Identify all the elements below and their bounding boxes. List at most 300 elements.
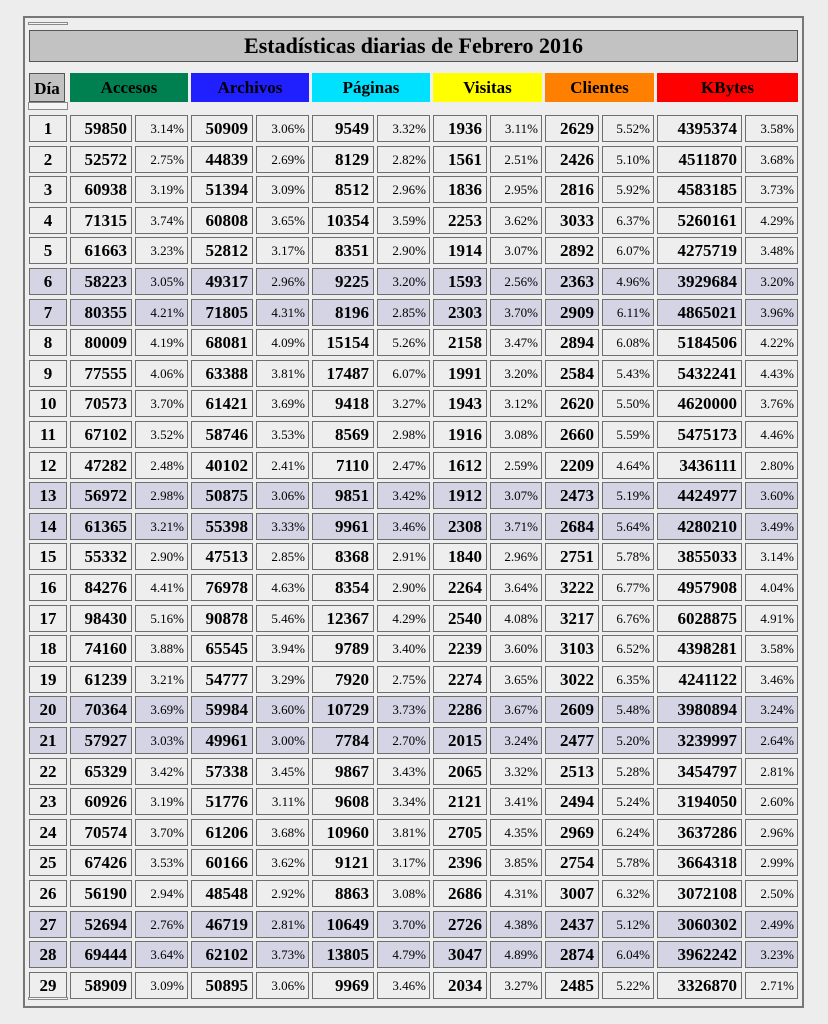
- kbytes-cell: 3072108: [657, 880, 742, 907]
- clientes-pct-cell: 6.35%: [602, 666, 654, 693]
- clientes-cell: 2494: [545, 788, 599, 815]
- kbytes-cell: 4275719: [657, 237, 742, 264]
- paginas-cell: 7110: [312, 452, 374, 479]
- clientes-pct-cell: 6.77%: [602, 574, 654, 601]
- archivos-cell: 51394: [191, 176, 253, 203]
- accesos-cell: 55332: [70, 543, 132, 570]
- day-cell: 28: [29, 941, 67, 968]
- header-dia: Día: [29, 73, 65, 102]
- kbytes-pct-cell: 2.81%: [745, 758, 798, 785]
- accesos-pct-cell: 3.74%: [135, 207, 188, 234]
- clientes-cell: 3033: [545, 207, 599, 234]
- visitas-pct-cell: 3.64%: [490, 574, 542, 601]
- kbytes-cell: 4957908: [657, 574, 742, 601]
- archivos-pct-cell: 4.31%: [256, 299, 309, 326]
- accesos-cell: 80009: [70, 329, 132, 356]
- archivos-pct-cell: 4.63%: [256, 574, 309, 601]
- paginas-pct-cell: 3.34%: [377, 788, 430, 815]
- archivos-pct-cell: 2.69%: [256, 146, 309, 173]
- paginas-cell: 10729: [312, 696, 374, 723]
- clientes-cell: 2473: [545, 482, 599, 509]
- paginas-pct-cell: 3.27%: [377, 390, 430, 417]
- day-cell: 9: [29, 360, 67, 387]
- kbytes-cell: 4511870: [657, 146, 742, 173]
- paginas-cell: 10649: [312, 911, 374, 938]
- archivos-pct-cell: 3.53%: [256, 421, 309, 448]
- clientes-pct-cell: 6.52%: [602, 635, 654, 662]
- clientes-cell: 2426: [545, 146, 599, 173]
- stats-table: [23, 16, 804, 1008]
- paginas-pct-cell: 2.90%: [377, 237, 430, 264]
- visitas-cell: 1836: [433, 176, 487, 203]
- visitas-cell: 2158: [433, 329, 487, 356]
- clientes-pct-cell: 5.78%: [602, 543, 654, 570]
- kbytes-cell: 3664318: [657, 849, 742, 876]
- archivos-cell: 61206: [191, 819, 253, 846]
- day-cell: 14: [29, 513, 67, 540]
- visitas-pct-cell: 2.95%: [490, 176, 542, 203]
- accesos-cell: 70573: [70, 390, 132, 417]
- kbytes-cell: 3060302: [657, 911, 742, 938]
- accesos-pct-cell: 3.05%: [135, 268, 188, 295]
- paginas-pct-cell: 2.98%: [377, 421, 430, 448]
- paginas-pct-cell: 3.42%: [377, 482, 430, 509]
- archivos-cell: 59984: [191, 696, 253, 723]
- archivos-cell: 58746: [191, 421, 253, 448]
- kbytes-pct-cell: 3.76%: [745, 390, 798, 417]
- day-cell: 1: [29, 115, 67, 142]
- kbytes-cell: 5475173: [657, 421, 742, 448]
- header-paginas: Páginas: [312, 73, 430, 102]
- paginas-cell: 17487: [312, 360, 374, 387]
- archivos-pct-cell: 3.33%: [256, 513, 309, 540]
- paginas-cell: 15154: [312, 329, 374, 356]
- accesos-pct-cell: 2.94%: [135, 880, 188, 907]
- paginas-pct-cell: 6.07%: [377, 360, 430, 387]
- paginas-cell: 13805: [312, 941, 374, 968]
- paginas-pct-cell: 4.79%: [377, 941, 430, 968]
- kbytes-cell: 5432241: [657, 360, 742, 387]
- accesos-pct-cell: 3.19%: [135, 176, 188, 203]
- archivos-pct-cell: 2.85%: [256, 543, 309, 570]
- day-cell: 17: [29, 605, 67, 632]
- accesos-pct-cell: 3.69%: [135, 696, 188, 723]
- clientes-pct-cell: 6.76%: [602, 605, 654, 632]
- visitas-cell: 1936: [433, 115, 487, 142]
- day-cell: 29: [29, 972, 67, 999]
- day-cell: 26: [29, 880, 67, 907]
- paginas-cell: 8368: [312, 543, 374, 570]
- archivos-cell: 40102: [191, 452, 253, 479]
- visitas-pct-cell: 2.59%: [490, 452, 542, 479]
- accesos-pct-cell: 3.70%: [135, 819, 188, 846]
- archivos-pct-cell: 3.60%: [256, 696, 309, 723]
- archivos-cell: 48548: [191, 880, 253, 907]
- kbytes-pct-cell: 4.22%: [745, 329, 798, 356]
- archivos-pct-cell: 4.09%: [256, 329, 309, 356]
- kbytes-cell: 4241122: [657, 666, 742, 693]
- visitas-pct-cell: 3.27%: [490, 972, 542, 999]
- paginas-cell: 8863: [312, 880, 374, 907]
- accesos-pct-cell: 3.70%: [135, 390, 188, 417]
- visitas-cell: 2303: [433, 299, 487, 326]
- accesos-cell: 70364: [70, 696, 132, 723]
- accesos-cell: 56190: [70, 880, 132, 907]
- day-cell: 7: [29, 299, 67, 326]
- day-cell: 3: [29, 176, 67, 203]
- clientes-cell: 2485: [545, 972, 599, 999]
- archivos-cell: 71805: [191, 299, 253, 326]
- visitas-pct-cell: 2.51%: [490, 146, 542, 173]
- day-cell: 22: [29, 758, 67, 785]
- kbytes-cell: 3637286: [657, 819, 742, 846]
- kbytes-cell: 4424977: [657, 482, 742, 509]
- clientes-cell: 3007: [545, 880, 599, 907]
- visitas-cell: 2253: [433, 207, 487, 234]
- accesos-cell: 84276: [70, 574, 132, 601]
- clientes-pct-cell: 6.08%: [602, 329, 654, 356]
- clientes-pct-cell: 6.04%: [602, 941, 654, 968]
- archivos-cell: 49317: [191, 268, 253, 295]
- paginas-cell: 9851: [312, 482, 374, 509]
- paginas-pct-cell: 5.26%: [377, 329, 430, 356]
- archivos-pct-cell: 3.17%: [256, 237, 309, 264]
- paginas-cell: 8129: [312, 146, 374, 173]
- paginas-cell: 9549: [312, 115, 374, 142]
- paginas-pct-cell: 3.32%: [377, 115, 430, 142]
- kbytes-pct-cell: 4.04%: [745, 574, 798, 601]
- kbytes-pct-cell: 3.14%: [745, 543, 798, 570]
- archivos-cell: 90878: [191, 605, 253, 632]
- clientes-pct-cell: 5.19%: [602, 482, 654, 509]
- accesos-pct-cell: 3.19%: [135, 788, 188, 815]
- archivos-cell: 60808: [191, 207, 253, 234]
- day-cell: 6: [29, 268, 67, 295]
- archivos-pct-cell: 3.06%: [256, 972, 309, 999]
- clientes-pct-cell: 5.22%: [602, 972, 654, 999]
- clientes-cell: 2437: [545, 911, 599, 938]
- accesos-cell: 74160: [70, 635, 132, 662]
- paginas-pct-cell: 2.96%: [377, 176, 430, 203]
- archivos-pct-cell: 2.96%: [256, 268, 309, 295]
- kbytes-cell: 3980894: [657, 696, 742, 723]
- kbytes-pct-cell: 2.50%: [745, 880, 798, 907]
- accesos-cell: 52572: [70, 146, 132, 173]
- visitas-pct-cell: 3.20%: [490, 360, 542, 387]
- accesos-cell: 56972: [70, 482, 132, 509]
- clientes-cell: 2874: [545, 941, 599, 968]
- paginas-pct-cell: 2.70%: [377, 727, 430, 754]
- paginas-pct-cell: 2.47%: [377, 452, 430, 479]
- visitas-pct-cell: 3.62%: [490, 207, 542, 234]
- archivos-pct-cell: 3.45%: [256, 758, 309, 785]
- kbytes-pct-cell: 3.24%: [745, 696, 798, 723]
- accesos-pct-cell: 3.14%: [135, 115, 188, 142]
- accesos-cell: 80355: [70, 299, 132, 326]
- accesos-pct-cell: 3.23%: [135, 237, 188, 264]
- clientes-pct-cell: 5.78%: [602, 849, 654, 876]
- kbytes-cell: 6028875: [657, 605, 742, 632]
- accesos-pct-cell: 3.09%: [135, 972, 188, 999]
- paginas-cell: 10354: [312, 207, 374, 234]
- accesos-pct-cell: 2.48%: [135, 452, 188, 479]
- visitas-pct-cell: 3.65%: [490, 666, 542, 693]
- archivos-cell: 62102: [191, 941, 253, 968]
- archivos-pct-cell: 3.65%: [256, 207, 309, 234]
- archivos-cell: 49961: [191, 727, 253, 754]
- day-cell: 24: [29, 819, 67, 846]
- clientes-cell: 2816: [545, 176, 599, 203]
- kbytes-cell: 3326870: [657, 972, 742, 999]
- kbytes-cell: 3855033: [657, 543, 742, 570]
- separator-bottom: [28, 997, 68, 1000]
- paginas-pct-cell: 3.73%: [377, 696, 430, 723]
- visitas-cell: 1912: [433, 482, 487, 509]
- kbytes-pct-cell: 4.91%: [745, 605, 798, 632]
- archivos-cell: 76978: [191, 574, 253, 601]
- accesos-pct-cell: 4.21%: [135, 299, 188, 326]
- visitas-pct-cell: 3.08%: [490, 421, 542, 448]
- accesos-pct-cell: 2.75%: [135, 146, 188, 173]
- clientes-pct-cell: 5.59%: [602, 421, 654, 448]
- clientes-cell: 2620: [545, 390, 599, 417]
- visitas-cell: 3047: [433, 941, 487, 968]
- clientes-cell: 2754: [545, 849, 599, 876]
- visitas-pct-cell: 3.70%: [490, 299, 542, 326]
- day-cell: 27: [29, 911, 67, 938]
- clientes-pct-cell: 5.43%: [602, 360, 654, 387]
- day-cell: 16: [29, 574, 67, 601]
- kbytes-cell: 4620000: [657, 390, 742, 417]
- clientes-cell: 2629: [545, 115, 599, 142]
- visitas-cell: 2686: [433, 880, 487, 907]
- visitas-pct-cell: 4.38%: [490, 911, 542, 938]
- archivos-pct-cell: 2.41%: [256, 452, 309, 479]
- visitas-cell: 2705: [433, 819, 487, 846]
- day-cell: 4: [29, 207, 67, 234]
- accesos-pct-cell: 3.64%: [135, 941, 188, 968]
- kbytes-cell: 5260161: [657, 207, 742, 234]
- paginas-pct-cell: 3.70%: [377, 911, 430, 938]
- clientes-pct-cell: 6.24%: [602, 819, 654, 846]
- header-archivos: Archivos: [191, 73, 309, 102]
- accesos-cell: 65329: [70, 758, 132, 785]
- clientes-cell: 2209: [545, 452, 599, 479]
- clientes-cell: 3022: [545, 666, 599, 693]
- kbytes-pct-cell: 2.80%: [745, 452, 798, 479]
- day-cell: 25: [29, 849, 67, 876]
- paginas-pct-cell: 2.75%: [377, 666, 430, 693]
- visitas-cell: 1612: [433, 452, 487, 479]
- accesos-cell: 70574: [70, 819, 132, 846]
- clientes-pct-cell: 5.12%: [602, 911, 654, 938]
- paginas-cell: 8569: [312, 421, 374, 448]
- visitas-cell: 2274: [433, 666, 487, 693]
- archivos-cell: 52812: [191, 237, 253, 264]
- clientes-cell: 3103: [545, 635, 599, 662]
- archivos-cell: 50909: [191, 115, 253, 142]
- visitas-cell: 2396: [433, 849, 487, 876]
- kbytes-pct-cell: 3.60%: [745, 482, 798, 509]
- accesos-cell: 77555: [70, 360, 132, 387]
- accesos-cell: 61239: [70, 666, 132, 693]
- archivos-pct-cell: 3.11%: [256, 788, 309, 815]
- clientes-pct-cell: 5.50%: [602, 390, 654, 417]
- accesos-cell: 57927: [70, 727, 132, 754]
- day-cell: 11: [29, 421, 67, 448]
- archivos-pct-cell: 3.06%: [256, 115, 309, 142]
- accesos-cell: 67426: [70, 849, 132, 876]
- visitas-pct-cell: 4.35%: [490, 819, 542, 846]
- archivos-pct-cell: 3.81%: [256, 360, 309, 387]
- clientes-pct-cell: 5.52%: [602, 115, 654, 142]
- paginas-pct-cell: 3.08%: [377, 880, 430, 907]
- archivos-pct-cell: 3.94%: [256, 635, 309, 662]
- archivos-cell: 50875: [191, 482, 253, 509]
- archivos-cell: 50895: [191, 972, 253, 999]
- visitas-cell: 2726: [433, 911, 487, 938]
- paginas-pct-cell: 3.17%: [377, 849, 430, 876]
- paginas-pct-cell: 3.20%: [377, 268, 430, 295]
- visitas-cell: 2239: [433, 635, 487, 662]
- clientes-pct-cell: 6.32%: [602, 880, 654, 907]
- kbytes-cell: 5184506: [657, 329, 742, 356]
- visitas-cell: 2540: [433, 605, 487, 632]
- kbytes-cell: 4398281: [657, 635, 742, 662]
- clientes-cell: 2684: [545, 513, 599, 540]
- clientes-cell: 3217: [545, 605, 599, 632]
- kbytes-pct-cell: 3.96%: [745, 299, 798, 326]
- clientes-pct-cell: 5.92%: [602, 176, 654, 203]
- paginas-cell: 7784: [312, 727, 374, 754]
- kbytes-cell: 3454797: [657, 758, 742, 785]
- accesos-pct-cell: 2.90%: [135, 543, 188, 570]
- paginas-pct-cell: 3.46%: [377, 972, 430, 999]
- archivos-cell: 61421: [191, 390, 253, 417]
- header-clientes: Clientes: [545, 73, 654, 102]
- day-cell: 5: [29, 237, 67, 264]
- clientes-cell: 2660: [545, 421, 599, 448]
- header-kbytes: KBytes: [657, 73, 798, 102]
- paginas-pct-cell: 3.46%: [377, 513, 430, 540]
- accesos-cell: 47282: [70, 452, 132, 479]
- day-cell: 19: [29, 666, 67, 693]
- accesos-cell: 71315: [70, 207, 132, 234]
- archivos-pct-cell: 3.73%: [256, 941, 309, 968]
- accesos-cell: 60938: [70, 176, 132, 203]
- paginas-cell: 10960: [312, 819, 374, 846]
- visitas-pct-cell: 3.07%: [490, 237, 542, 264]
- visitas-pct-cell: 4.89%: [490, 941, 542, 968]
- day-cell: 13: [29, 482, 67, 509]
- paginas-cell: 9969: [312, 972, 374, 999]
- paginas-cell: 9961: [312, 513, 374, 540]
- header-accesos: Accesos: [70, 73, 188, 102]
- archivos-cell: 54777: [191, 666, 253, 693]
- visitas-cell: 2034: [433, 972, 487, 999]
- accesos-pct-cell: 4.41%: [135, 574, 188, 601]
- day-cell: 15: [29, 543, 67, 570]
- visitas-cell: 2264: [433, 574, 487, 601]
- header-visitas: Visitas: [433, 73, 542, 102]
- paginas-cell: 9789: [312, 635, 374, 662]
- separator-top: [28, 22, 68, 25]
- visitas-pct-cell: 3.71%: [490, 513, 542, 540]
- accesos-cell: 69444: [70, 941, 132, 968]
- paginas-cell: 8196: [312, 299, 374, 326]
- accesos-pct-cell: 3.21%: [135, 666, 188, 693]
- clientes-cell: 2892: [545, 237, 599, 264]
- accesos-pct-cell: 3.52%: [135, 421, 188, 448]
- paginas-pct-cell: 2.82%: [377, 146, 430, 173]
- archivos-cell: 63388: [191, 360, 253, 387]
- clientes-pct-cell: 5.64%: [602, 513, 654, 540]
- visitas-pct-cell: 4.31%: [490, 880, 542, 907]
- paginas-cell: 9418: [312, 390, 374, 417]
- paginas-cell: 9867: [312, 758, 374, 785]
- visitas-cell: 2121: [433, 788, 487, 815]
- day-cell: 23: [29, 788, 67, 815]
- paginas-cell: 9225: [312, 268, 374, 295]
- kbytes-cell: 4865021: [657, 299, 742, 326]
- visitas-cell: 2065: [433, 758, 487, 785]
- paginas-pct-cell: 2.91%: [377, 543, 430, 570]
- separator-header: [28, 102, 68, 110]
- visitas-pct-cell: 3.47%: [490, 329, 542, 356]
- paginas-cell: 8512: [312, 176, 374, 203]
- clientes-pct-cell: 5.48%: [602, 696, 654, 723]
- kbytes-pct-cell: 2.99%: [745, 849, 798, 876]
- paginas-pct-cell: 4.29%: [377, 605, 430, 632]
- kbytes-pct-cell: 2.71%: [745, 972, 798, 999]
- archivos-pct-cell: 5.46%: [256, 605, 309, 632]
- clientes-cell: 2513: [545, 758, 599, 785]
- kbytes-pct-cell: 2.96%: [745, 819, 798, 846]
- clientes-cell: 2969: [545, 819, 599, 846]
- kbytes-pct-cell: 4.43%: [745, 360, 798, 387]
- clientes-cell: 2477: [545, 727, 599, 754]
- archivos-cell: 47513: [191, 543, 253, 570]
- accesos-pct-cell: 3.88%: [135, 635, 188, 662]
- archivos-cell: 68081: [191, 329, 253, 356]
- accesos-pct-cell: 3.03%: [135, 727, 188, 754]
- archivos-pct-cell: 3.06%: [256, 482, 309, 509]
- kbytes-cell: 4395374: [657, 115, 742, 142]
- accesos-pct-cell: 4.06%: [135, 360, 188, 387]
- visitas-cell: 2286: [433, 696, 487, 723]
- visitas-pct-cell: 3.41%: [490, 788, 542, 815]
- visitas-cell: 1593: [433, 268, 487, 295]
- accesos-cell: 52694: [70, 911, 132, 938]
- archivos-cell: 65545: [191, 635, 253, 662]
- kbytes-cell: 3929684: [657, 268, 742, 295]
- paginas-pct-cell: 3.81%: [377, 819, 430, 846]
- kbytes-pct-cell: 3.23%: [745, 941, 798, 968]
- kbytes-pct-cell: 3.46%: [745, 666, 798, 693]
- paginas-cell: 8354: [312, 574, 374, 601]
- archivos-cell: 46719: [191, 911, 253, 938]
- day-cell: 21: [29, 727, 67, 754]
- clientes-pct-cell: 6.07%: [602, 237, 654, 264]
- kbytes-pct-cell: 3.48%: [745, 237, 798, 264]
- day-cell: 2: [29, 146, 67, 173]
- kbytes-pct-cell: 3.73%: [745, 176, 798, 203]
- paginas-pct-cell: 2.85%: [377, 299, 430, 326]
- accesos-cell: 61663: [70, 237, 132, 264]
- archivos-cell: 57338: [191, 758, 253, 785]
- clientes-cell: 2751: [545, 543, 599, 570]
- paginas-pct-cell: 3.59%: [377, 207, 430, 234]
